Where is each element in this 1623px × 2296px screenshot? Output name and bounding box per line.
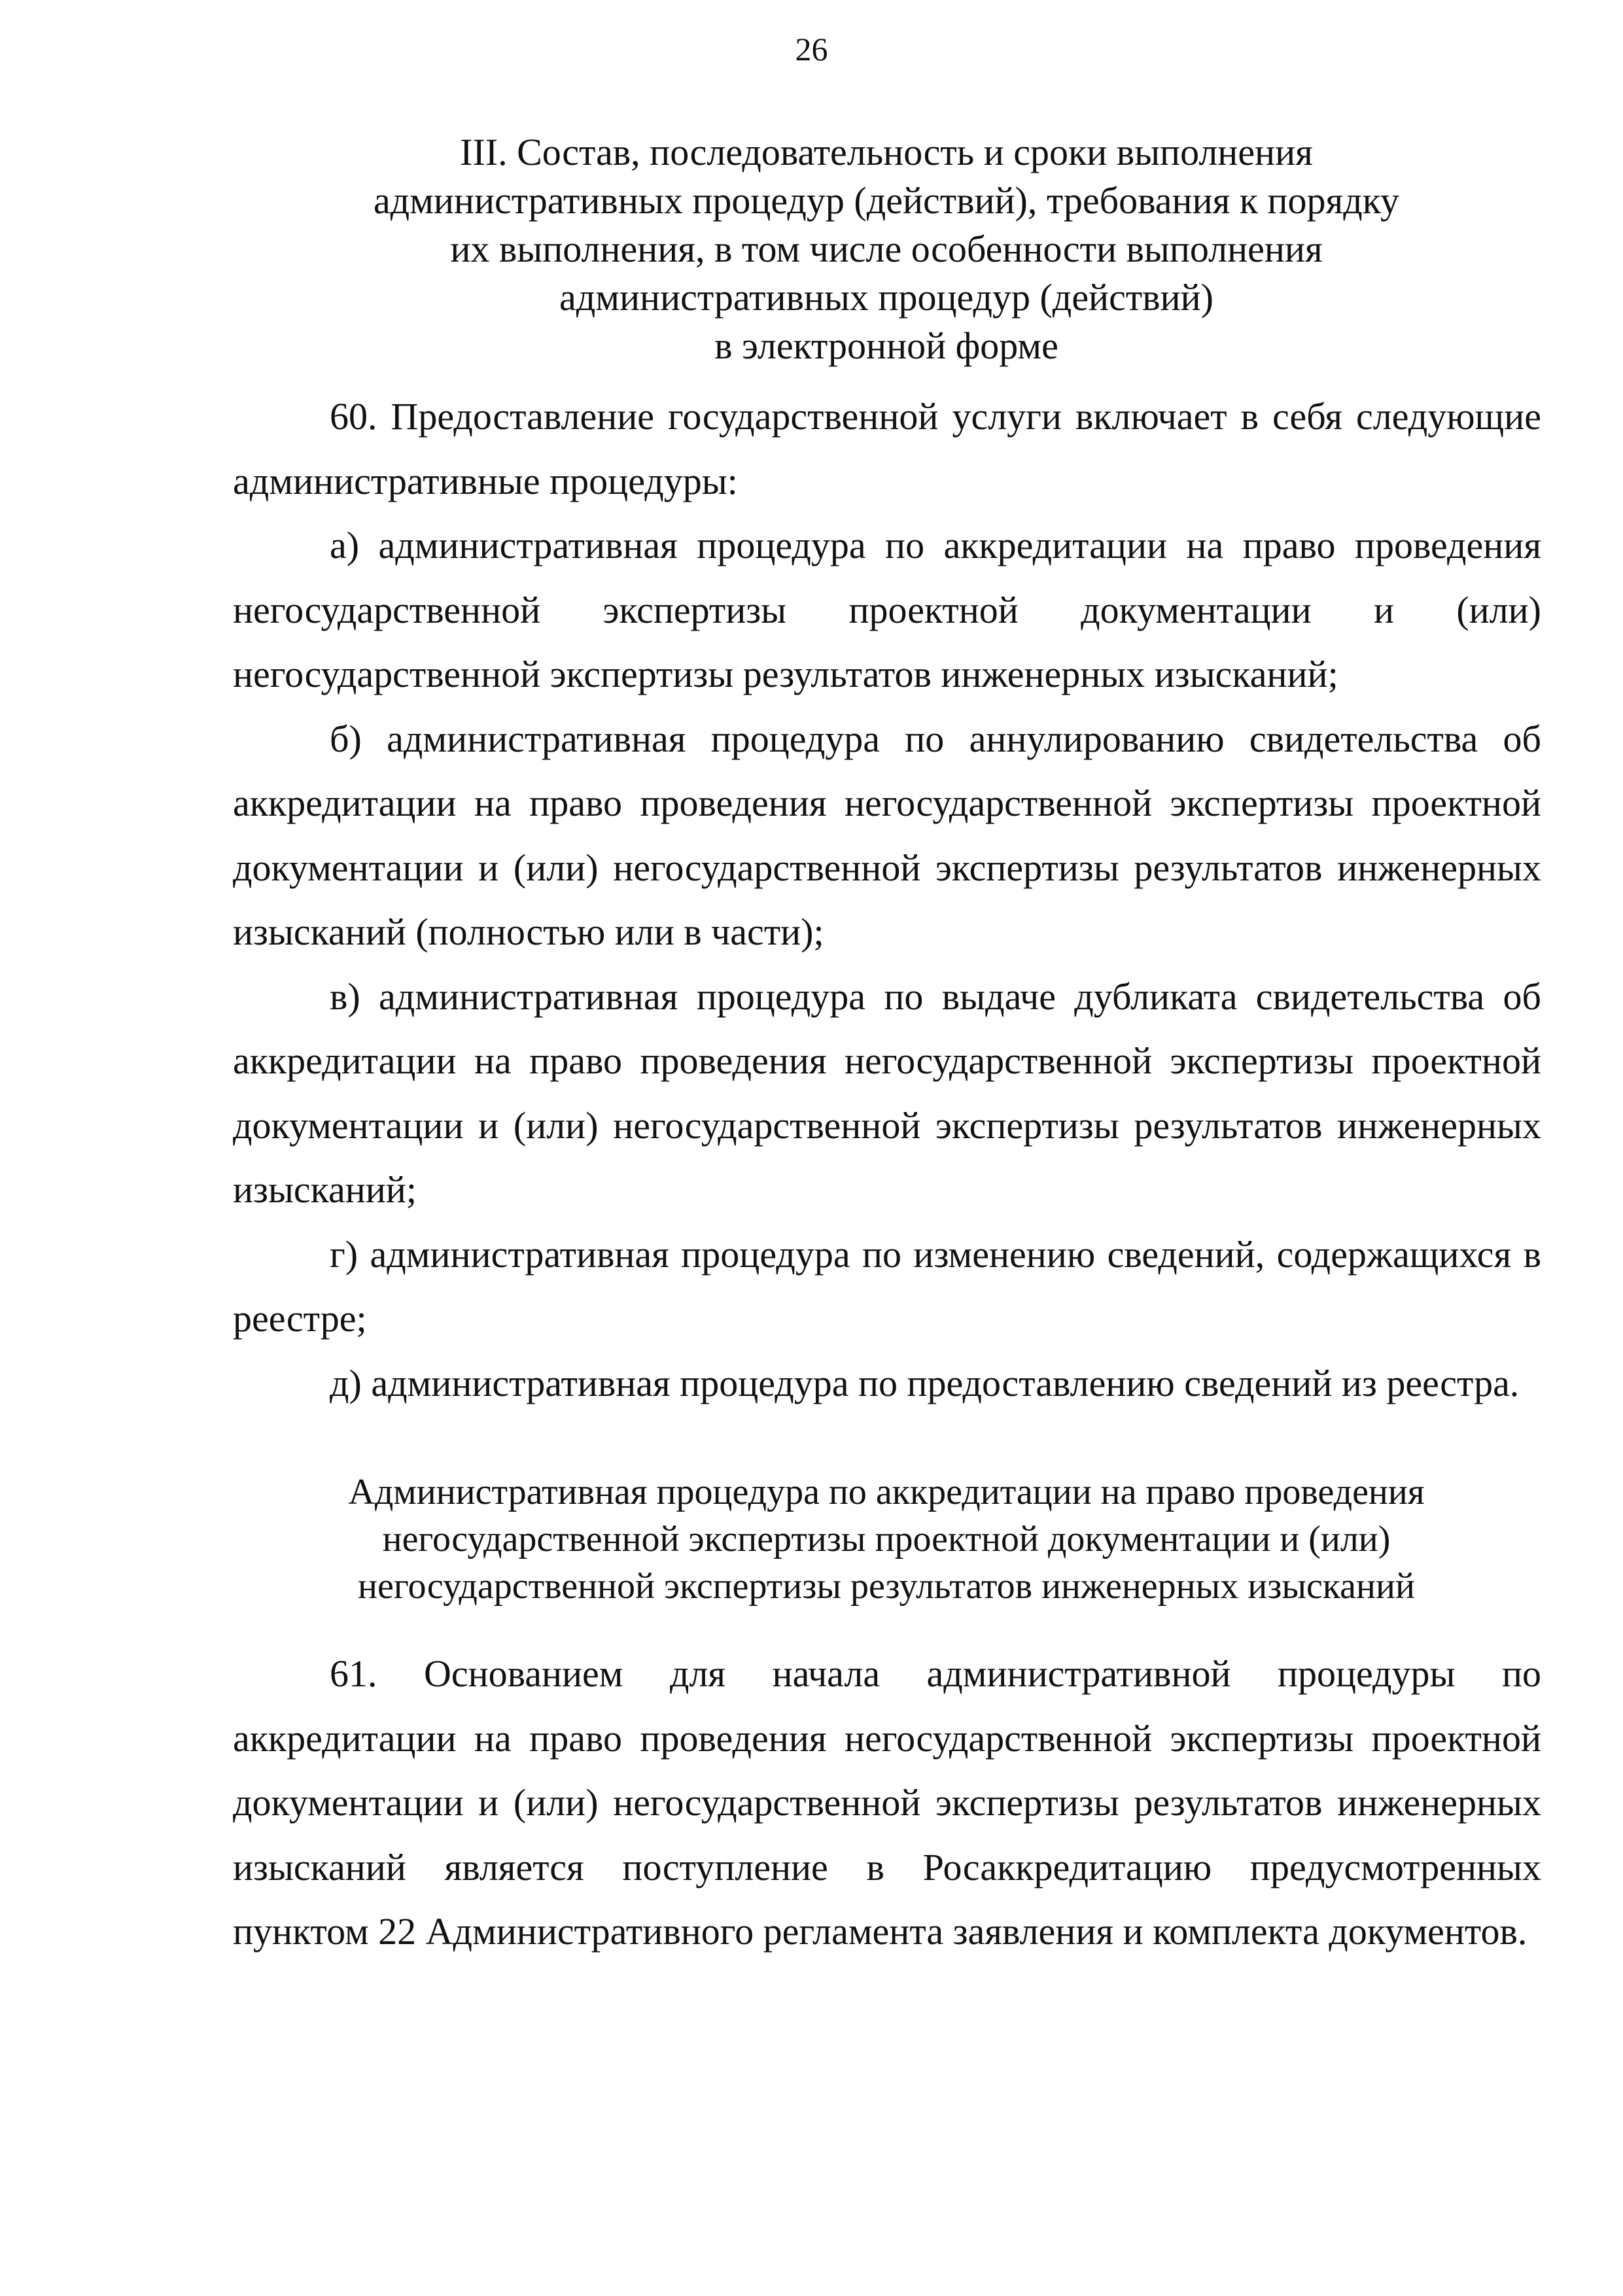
subsection-heading-line: негосударственной экспертизы проектной документации и (или) [382, 1519, 1391, 1559]
paragraph-item-g: г) административная процедура по изменению сведений, содержащихся в реестре; [233, 1232, 1541, 1340]
subsection-heading-line: негосударственной экспертизы результатов инженерных изысканий [358, 1566, 1415, 1607]
paragraph-item-d: д) административная процедура по предоставлению сведений из реестра. [330, 1361, 1520, 1404]
body-text-section-1 [233, 385, 1541, 1416]
page-number: 26 [795, 31, 828, 67]
section-heading [196, 128, 1577, 370]
section-heading-line: административных процедур (действий) [559, 276, 1213, 319]
paragraph-60: 60. Предоставление государственной услуги включает в себя следующие административные процедуры: [233, 395, 1541, 502]
paragraph-61: 61. Основанием для начала административной процедуры по аккредитации на право проведения негосударственной экспертизы проектной документации и (или) негосударственной экспертизы результатов инженерных изысканий является поступление в Росаккредитацию предусмотренных пунктом 22 Административного регламента заявления и комплекта документов. [233, 1652, 1541, 1953]
section-heading-line: их выполнения, в том числе особенности выполнения [450, 228, 1323, 270]
subsection-heading-line: Административная процедура по аккредитации на право проведения [348, 1472, 1425, 1512]
paragraph-item-a: а) административная процедура по аккредитации на право проведения негосударственной экспертизы проектной документации и (или) негосударственной экспертизы результатов инженерных изысканий; [233, 524, 1541, 695]
section-heading-line: III. Состав, последовательность и сроки выполнения [460, 131, 1313, 173]
body-text-section-2 [233, 1642, 1541, 1964]
section-heading-line: в электронной форме [714, 324, 1058, 367]
paragraph-item-v: в) административная процедура по выдаче дубликата свидетельства об аккредитации на право проведения негосударственной экспертизы проектной документации и (или) негосударственной экспертизы результатов инженерных изысканий; [233, 975, 1541, 1211]
paragraph-item-b: б) административная процедура по аннулированию свидетельства об аккредитации на право проведения негосударственной экспертизы проектной документации и (или) негосударственной экспертизы результатов инженерных изысканий (полностью или в части); [233, 717, 1541, 953]
section-heading-line: административных процедур (действий), требования к порядку [373, 179, 1400, 222]
subsection-heading [196, 1469, 1577, 1610]
